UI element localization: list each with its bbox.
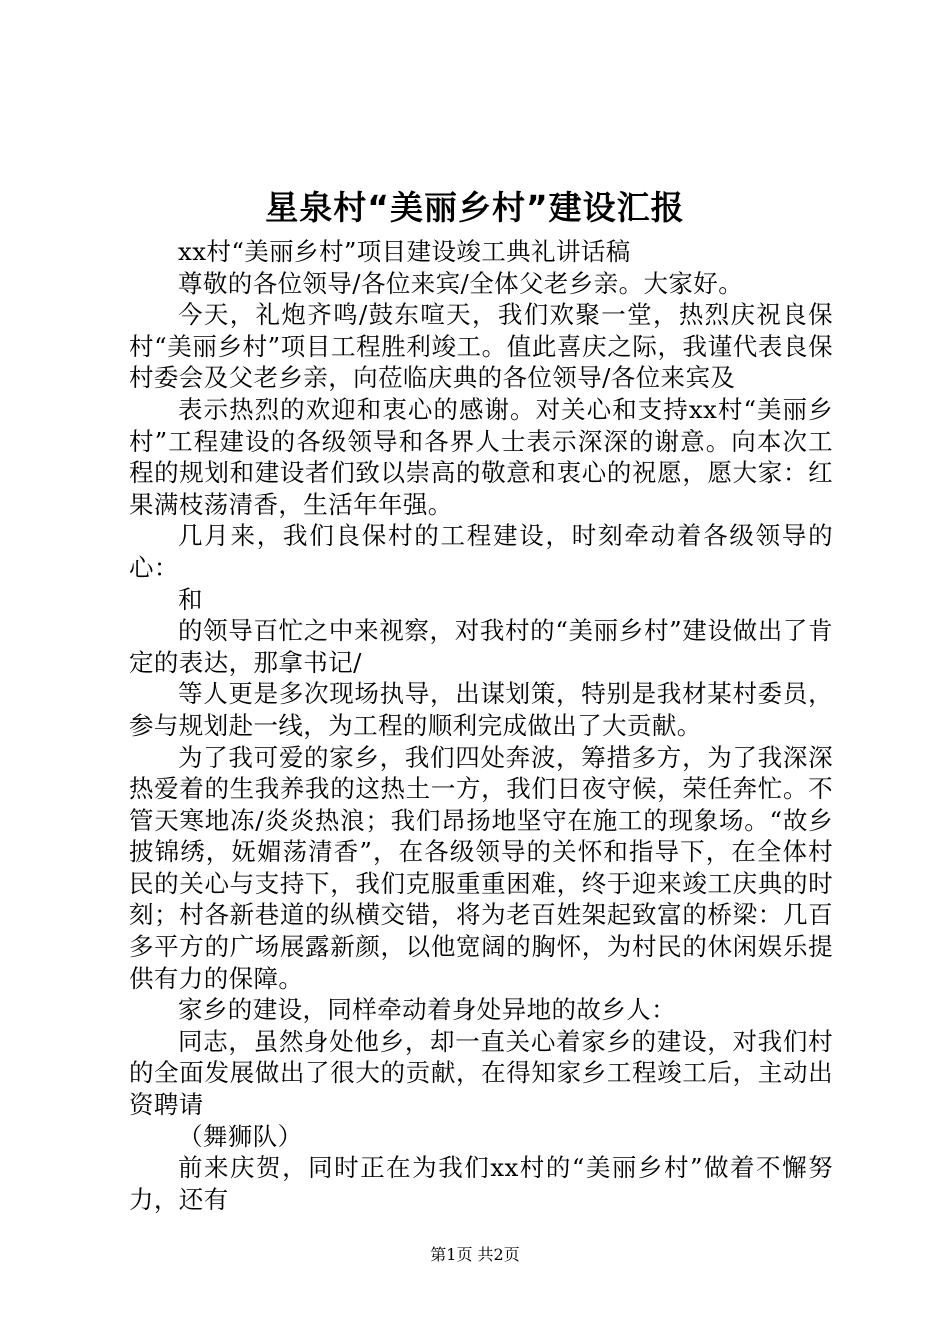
paragraph-greeting: 尊敬的各位领导/各位来宾/全体父老乡亲。大家好。 xyxy=(178,268,744,298)
paragraph-speech-heading: xx村“美丽乡村”项目建设竣工典礼讲话稿 xyxy=(178,237,631,266)
document-body xyxy=(129,236,833,1215)
document-title: 星泉村“美丽乡村”建设汇报 xyxy=(265,188,685,227)
paragraph-comrade: 同志，虽然身处他乡，却一直关心着家乡的建设，对我们村的全面发展做出了很大的贡献，在得知家乡工程竣工后，主动出资聘请 xyxy=(129,1026,833,1120)
paragraph-thanks: 表示热烈的欢迎和衷心的感谢。对关心和支持xx村“美丽乡村”工程建设的各级领导和各界人士表示深深的谢意。向本次工程的规划和建设者们致以崇高的敬意和衷心的祝愿，愿大家：红果满枝荡清香，生活年年强。 xyxy=(129,394,833,519)
paragraph-months: 几月来，我们良保村的工程建设，时刻牵动着各级领导的心： xyxy=(129,521,833,582)
paragraph-leaders-visit: 的领导百忙之中来视察，对我村的“美丽乡村”建设做出了肯定的表达，那拿书记/ xyxy=(129,616,833,677)
paragraph-guidance: 等人更是多次现场执导，出谋划策，特别是我材某村委员，参与规划赴一线，为工程的顺利完成做出了大贡献。 xyxy=(129,679,833,740)
paragraph-and: 和 xyxy=(178,584,203,614)
paragraph-lion-dance: （舞狮队） xyxy=(178,1121,303,1151)
paragraph-congratulate: 前来庆贺，同时正在为我们xx村的“美丽乡村”做着不懈努力，还有 xyxy=(129,1153,833,1214)
paragraph-hometown-effort: 为了我可爱的家乡，我们四处奔波，筹措多方，为了我深深热爱着的生我养我的这热土一方，我们日夜守候，荣任奔忙。不管天寒地冻/炎炎热浪；我们昂扬地坚守在施工的现象场。“故乡披锦绣，妩媚荡清香”，在各级领导的关怀和指导下，在全体村民的关心与支持下，我们克服重重困难，终于迎来竣工庆典的时刻；村各新巷道的纵横交错，将为老百姓架起致富的桥梁：几百多平方的广场展露新颜，以他宽阔的胸怀，为村民的休闲娱乐提供有力的保障。 xyxy=(129,742,833,993)
paragraph-hometown-people: 家乡的建设，同样牵动着身处异地的故乡人： xyxy=(178,995,676,1025)
paragraph-opening: 今天，礼炮齐鸣/鼓东喧天，我们欢聚一堂，热烈庆祝良保村“美丽乡村”项目工程胜利竣工。值此喜庆之际，我谨代表良保村委会及父老乡亲，向莅临庆典的各位领导/各位来宾及 xyxy=(129,300,833,393)
page-number-footer: 第1页 共2页 xyxy=(430,1245,520,1264)
